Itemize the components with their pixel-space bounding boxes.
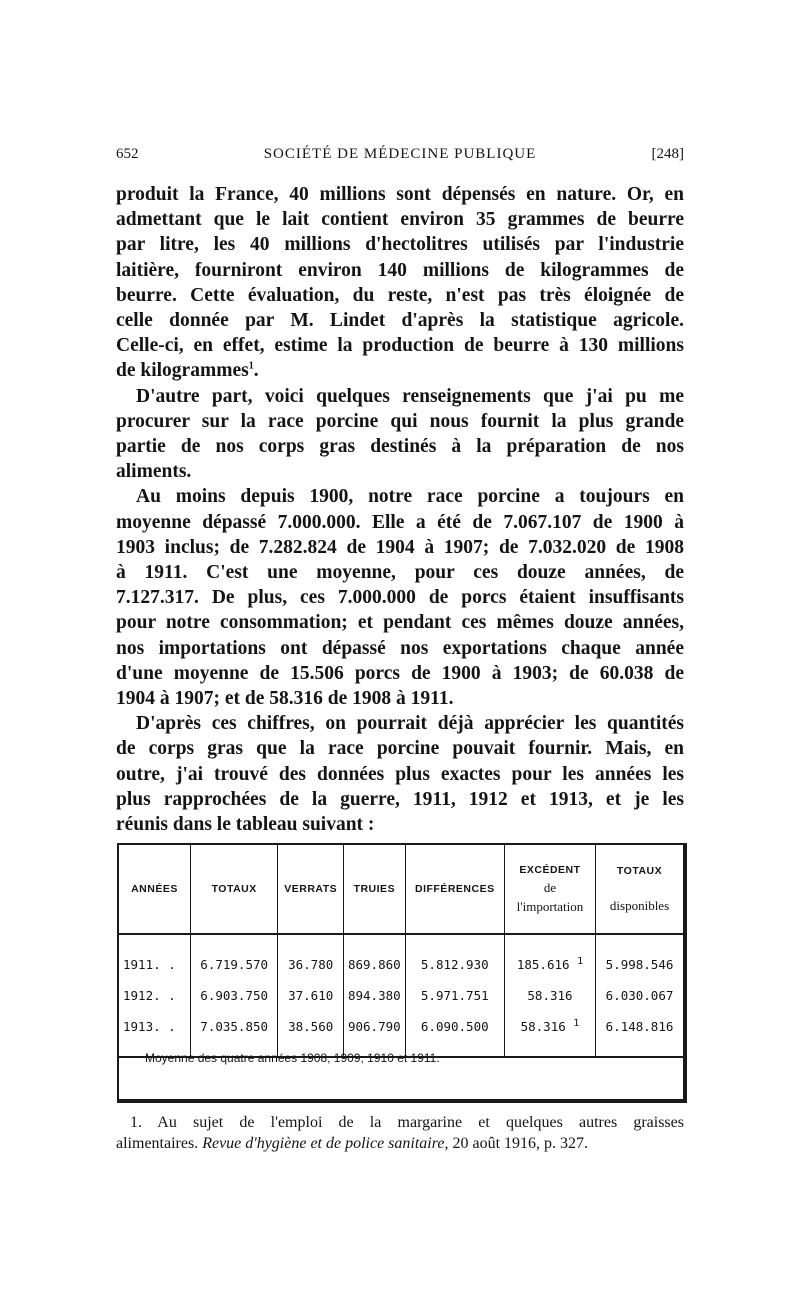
text-line: 7.127.317. De plus, ces 7.000.000 de porcs étaient insuffisants xyxy=(116,587,684,609)
table-row xyxy=(119,980,683,1011)
page-number: 652 xyxy=(116,146,139,162)
cell-annee: 1912. . xyxy=(119,980,190,1011)
cell-totaux: 6.903.750 xyxy=(190,980,277,1011)
paragraph-3 xyxy=(116,484,684,711)
body-text xyxy=(116,182,684,837)
footnote-line xyxy=(116,1112,684,1133)
paragraph-1 xyxy=(116,182,684,384)
text-line: aliments. xyxy=(116,461,192,483)
paragraph-4 xyxy=(116,711,684,837)
footnote-mark: 1 xyxy=(248,360,254,372)
header-disponibles-line1: TOTAUX xyxy=(616,864,663,877)
table-note: Moyenne des quatre années 1908, 1909, 1910 et 1911. xyxy=(145,1051,440,1065)
footnote-text: , 20 août 1916, p. 327. xyxy=(444,1135,589,1152)
text-line: 1904 à 1907; et de 58.316 de 1908 à 1911. xyxy=(116,688,454,710)
running-title: SOCIÉTÉ DE MÉDECINE PUBLIQUE xyxy=(263,146,537,162)
header-annees: ANNÉES xyxy=(119,845,190,934)
text-line: D'autre part, voici quelques renseignements que j'ai pu me xyxy=(136,385,684,407)
pig-statistics-table xyxy=(117,843,687,1103)
page-reference: [248] xyxy=(651,146,684,162)
cell-disponibles: 5.998.546 xyxy=(605,957,674,972)
header-excedent xyxy=(504,845,595,934)
cell-excedent-value: 185.616 xyxy=(516,957,570,972)
cell-differences: 5.812.930 xyxy=(405,934,504,980)
cell-verrats: 36.780 xyxy=(278,934,344,980)
cell-disponibles: 6.148.816 xyxy=(605,1019,674,1034)
header-totaux: TOTAUX xyxy=(190,845,277,934)
header-disponibles xyxy=(596,845,683,934)
text-line: à 1911. C'est une moyenne, pour ces douze années, de xyxy=(116,562,684,584)
header-differences: DIFFÉRENCES xyxy=(405,845,504,934)
running-header xyxy=(116,146,684,168)
cell-truies: 869.860 xyxy=(343,934,405,980)
text-line: partie de nos corps gras destinés à la préparation de nos xyxy=(116,436,684,458)
text-line: procurer sur la race porcine qui nous fournit la plus grande xyxy=(116,410,684,432)
footnote-number: 1. xyxy=(130,1114,142,1131)
text-line: nos importations ont dépassé nos exportations chaque année xyxy=(116,637,684,659)
text-line: admettant que le lait contient environ 35 grammes de beurre xyxy=(116,209,684,231)
cell-excedent-value: 58.316 xyxy=(520,1019,566,1034)
header-verrats: VERRATS xyxy=(278,845,344,934)
cell-excedent xyxy=(504,934,595,980)
footnote-journal: Revue d'hygiène et de police sanitaire xyxy=(202,1135,445,1152)
footnote-text: Au sujet de l'emploi de la margarine et quelques autres graisses xyxy=(157,1114,684,1131)
header-disponibles-line2: disponibles xyxy=(609,897,670,913)
text-line: pour notre consommation; et pendant ces mêmes douze années, xyxy=(116,612,684,634)
cell-excedent xyxy=(504,980,595,1011)
text-line: d'une moyenne de 15.506 porcs de 1900 à 1903; de 60.038 de xyxy=(116,662,684,684)
cell-differences: 5.971.751 xyxy=(405,980,504,1011)
text-line: par litre, les 40 millions d'hectolitres utilisés par l'industrie xyxy=(116,234,684,256)
cell-truies: 894.380 xyxy=(343,980,405,1011)
header-excedent-line2: de xyxy=(543,879,557,895)
table-row xyxy=(119,1011,683,1042)
text-line: de corps gras que la race porcine pouvait fournir. Mais, en xyxy=(116,738,684,760)
paragraph-2 xyxy=(116,384,684,485)
cell-disponibles: 6.030.067 xyxy=(605,988,674,1003)
cell-truies: 906.790 xyxy=(343,1011,405,1042)
cell-annee: 1911. . xyxy=(119,934,190,980)
table-row xyxy=(119,934,683,980)
cell-totaux: 6.719.570 xyxy=(190,934,277,980)
text-line: plus rapprochées de la guerre, 1911, 1912 et 1913, et je les xyxy=(116,788,684,810)
text-fragment: de kilogrammes xyxy=(116,360,249,382)
footnote-line xyxy=(116,1133,684,1154)
footnote-mark: 1 xyxy=(577,955,584,967)
footnote-mark: 1 xyxy=(573,1017,580,1029)
text-line: 1903 inclus; de 7.282.824 de 1904 à 1907; de 7.032.020 de 1908 xyxy=(116,536,684,558)
table-header-row xyxy=(119,845,683,934)
text-line: celle donnée par M. Lindet d'après la statistique agricole. xyxy=(116,310,684,332)
cell-excedent-value: 58.316 xyxy=(527,988,573,1003)
data-table xyxy=(119,845,683,1058)
cell-annee: 1913. . xyxy=(119,1011,190,1042)
text-line: réunis dans le tableau suivant : xyxy=(116,814,375,836)
text-line: outre, j'ai trouvé des données plus exactes pour les années les xyxy=(116,763,684,785)
text-line: moyenne dépassé 7.000.000. Elle a été de 7.067.107 de 1900 à xyxy=(116,511,684,533)
header-excedent-line1: EXCÉDENT xyxy=(519,863,581,876)
text-line: Au moins depuis 1900, notre race porcine a toujours en xyxy=(136,486,684,508)
footnote xyxy=(116,1112,684,1154)
header-excedent-line3: l'importation xyxy=(516,898,584,914)
text-fragment: . xyxy=(253,360,259,382)
header-truies: TRUIES xyxy=(343,845,405,934)
cell-differences: 6.090.500 xyxy=(405,1011,504,1042)
text-line xyxy=(116,358,684,383)
text-line: D'après ces chiffres, on pourrait déjà apprécier les quantités xyxy=(136,713,684,735)
text-line: Celle-ci, en effet, estime la production de beurre à 130 millions xyxy=(116,335,684,357)
cell-totaux: 7.035.850 xyxy=(190,1011,277,1042)
text-line: produit la France, 40 millions sont dépensés en nature. Or, en xyxy=(116,184,684,205)
cell-verrats: 37.610 xyxy=(278,980,344,1011)
cell-excedent xyxy=(504,1011,595,1042)
cell-verrats: 38.560 xyxy=(278,1011,344,1042)
footnote-text: alimentaires. xyxy=(116,1135,199,1152)
text-line: beurre. Cette évaluation, du reste, n'est pas très éloignée de xyxy=(116,284,684,306)
text-line: laitière, fourniront environ 140 millions de kilogrammes de xyxy=(116,259,684,281)
